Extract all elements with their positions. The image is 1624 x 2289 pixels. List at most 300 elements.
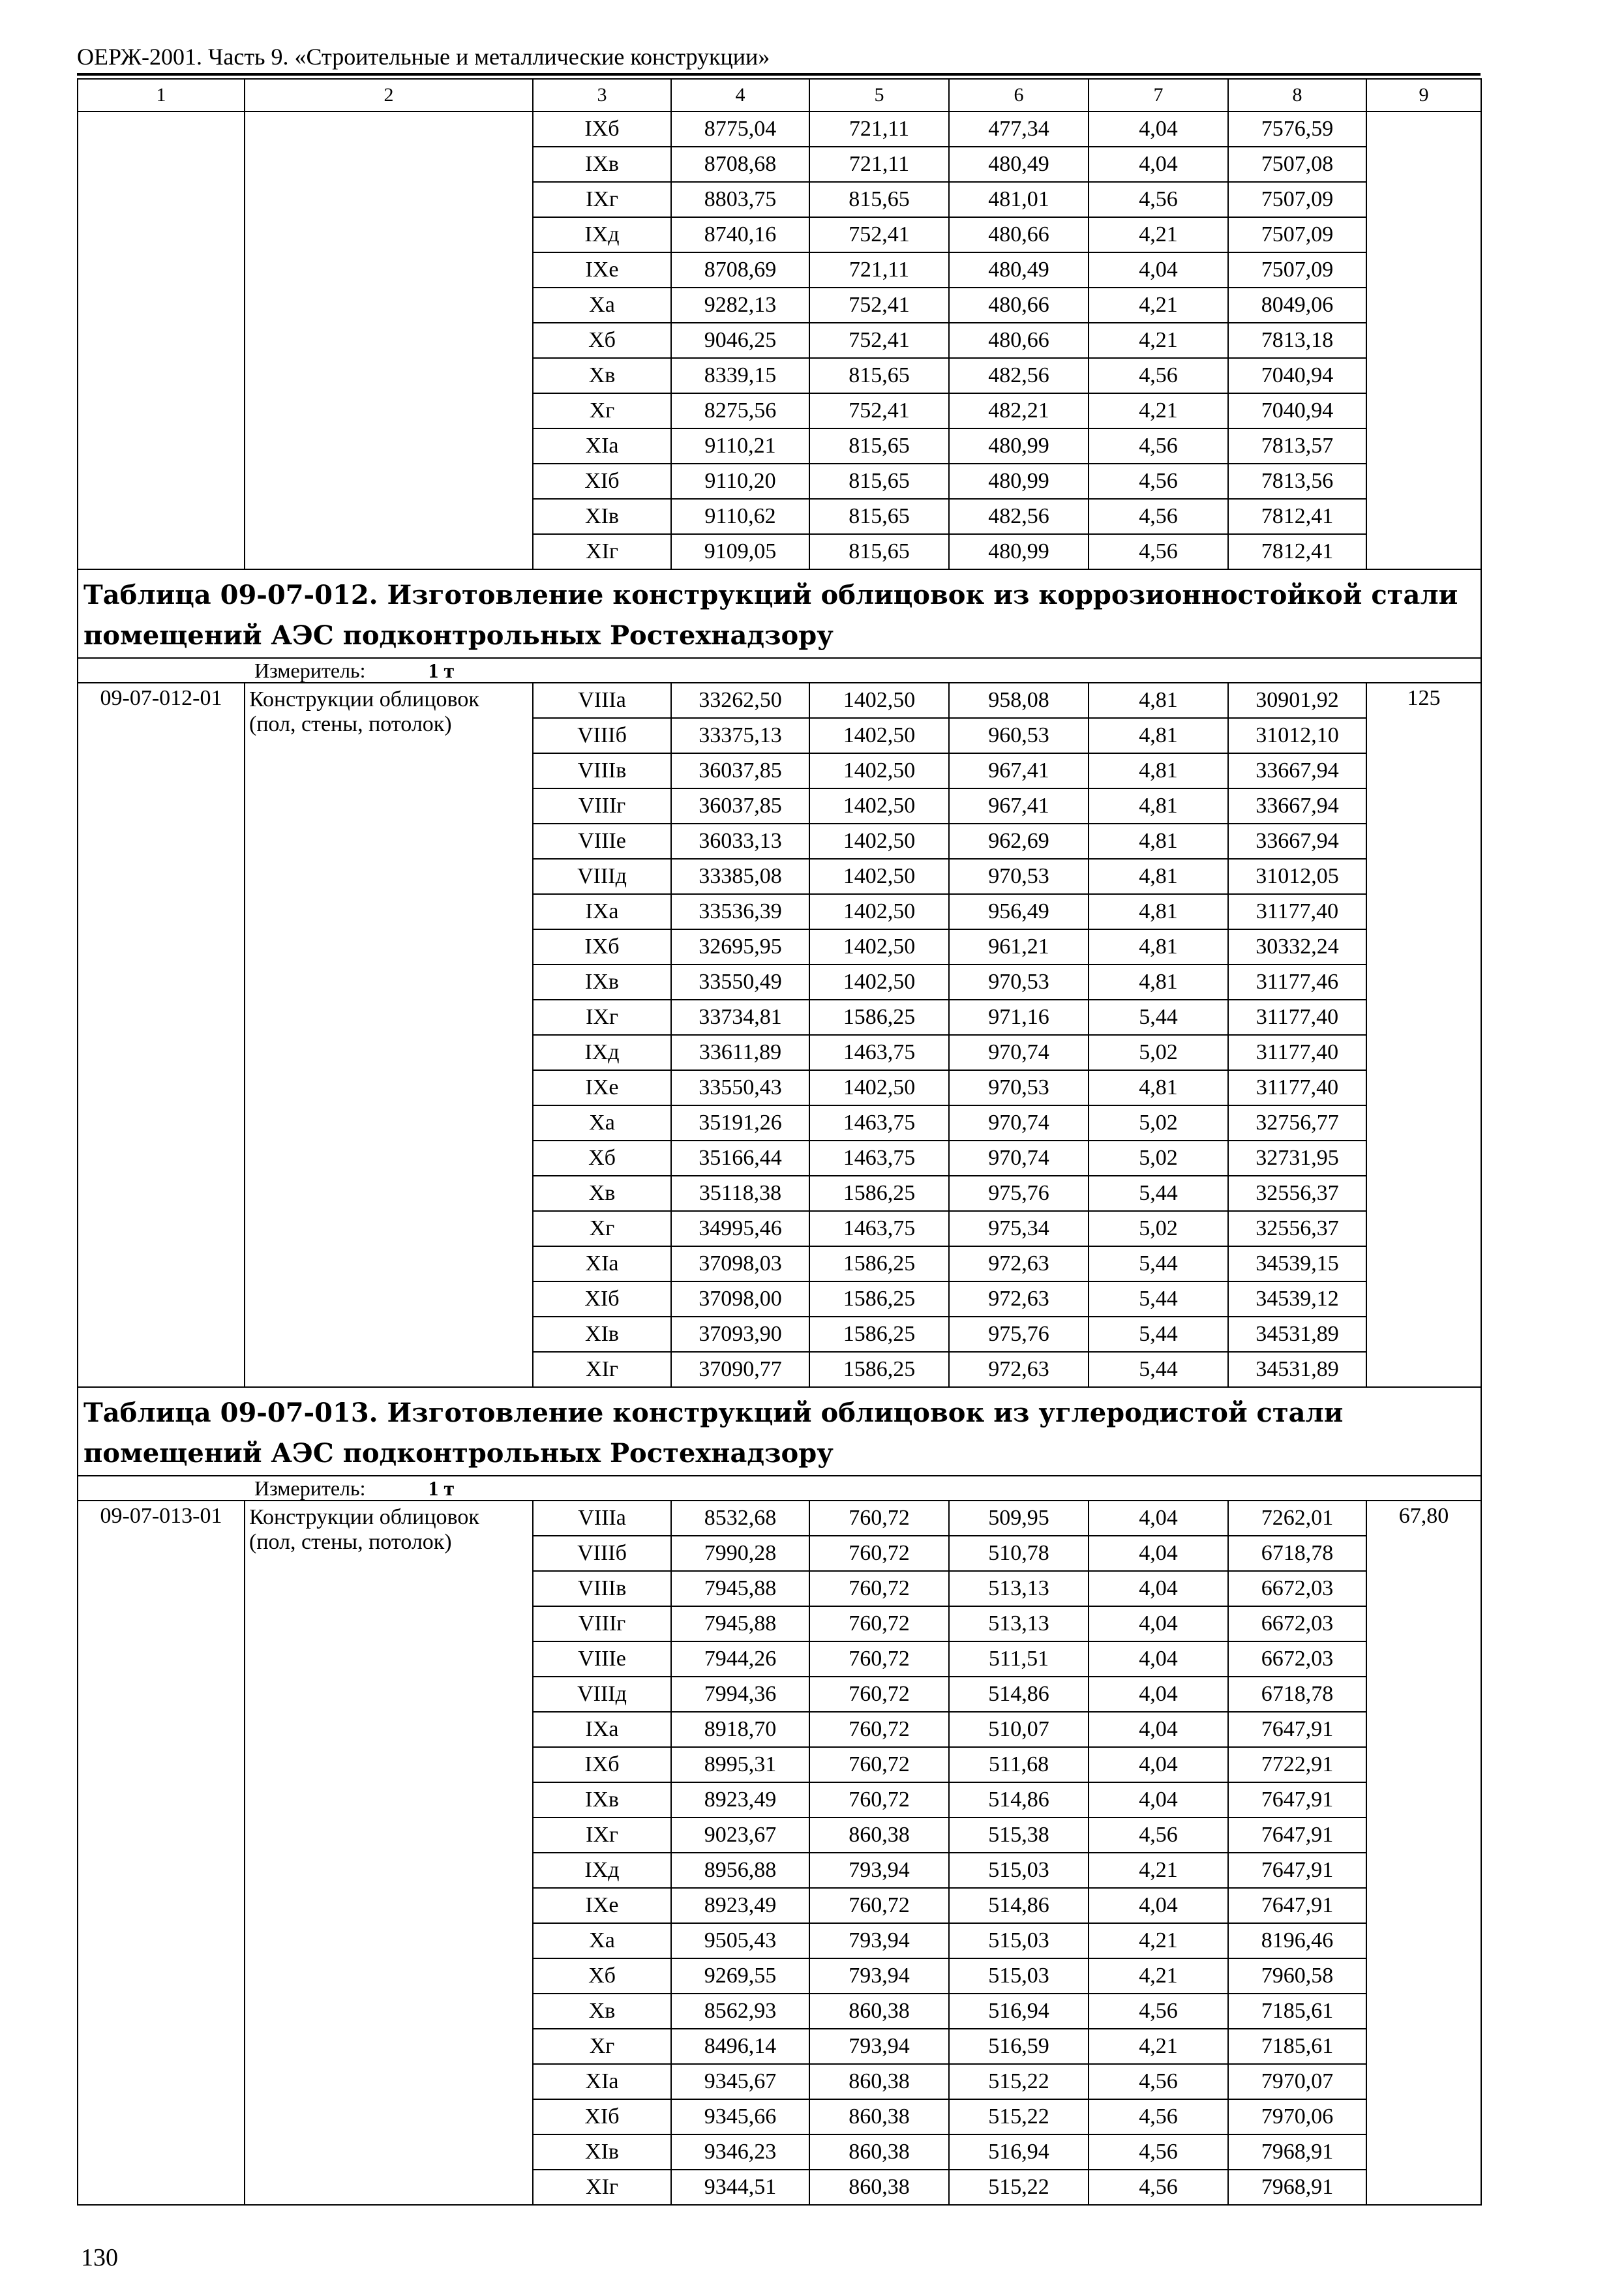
table-cell: 7507,08 [1228, 147, 1366, 182]
table-cell: 4,04 [1089, 1888, 1228, 1923]
table-cell: 35191,26 [671, 1105, 809, 1141]
table-cell: 32556,37 [1228, 1176, 1366, 1211]
table-cell: 514,86 [949, 1888, 1089, 1923]
measure-row [78, 1476, 1481, 1501]
table-cell: 8496,14 [671, 2029, 809, 2064]
table-cell: 510,07 [949, 1712, 1089, 1747]
table-cell: 33667,94 [1228, 788, 1366, 824]
column-header: 6 [949, 79, 1089, 112]
table-cell: 4,21 [1089, 217, 1228, 252]
table-cell: 31177,40 [1228, 894, 1366, 929]
table-cell: 7185,61 [1228, 2029, 1366, 2064]
table-cell: 7040,94 [1228, 393, 1366, 428]
table-cell: 1586,25 [809, 1246, 949, 1281]
column-header: 5 [809, 79, 949, 112]
table-cell: 7970,07 [1228, 2064, 1366, 2099]
table-cell: 1402,50 [809, 683, 949, 718]
table-cell: 1463,75 [809, 1105, 949, 1141]
table-cell: 7647,91 [1228, 1782, 1366, 1818]
table-cell: 7262,01 [1228, 1501, 1366, 1536]
table-cell: 860,38 [809, 2099, 949, 2134]
table-cell: 37098,00 [671, 1281, 809, 1317]
table-cell: 5,02 [1089, 1105, 1228, 1141]
table-cell: 6718,78 [1228, 1536, 1366, 1571]
table-cell: 1586,25 [809, 1352, 949, 1387]
table-cell: 35166,44 [671, 1141, 809, 1176]
empty-col9-cell [1366, 112, 1481, 569]
table-row [78, 683, 1481, 718]
table-cell: 970,74 [949, 1141, 1089, 1176]
table-cell: 1402,50 [809, 965, 949, 1000]
table-cell: Xа [533, 1923, 671, 1958]
table-cell: 970,74 [949, 1105, 1089, 1141]
rate-col9: 125 [1366, 683, 1481, 1387]
table-cell: IXе [533, 1070, 671, 1105]
table-cell: 4,04 [1089, 112, 1228, 147]
table-cell: 4,56 [1089, 358, 1228, 393]
measure-label: Измеритель: [254, 659, 366, 682]
table-cell: 4,81 [1089, 718, 1228, 753]
table-cell: 33667,94 [1228, 824, 1366, 859]
table-cell: 36037,85 [671, 788, 809, 824]
table-cell: 760,72 [809, 1501, 949, 1536]
table-cell: 760,72 [809, 1641, 949, 1677]
table-cell: 5,44 [1089, 1281, 1228, 1317]
table-cell: 4,81 [1089, 824, 1228, 859]
table-cell: 35118,38 [671, 1176, 809, 1211]
table-cell: 511,51 [949, 1641, 1089, 1677]
table-cell: 4,21 [1089, 323, 1228, 358]
table-cell: 4,81 [1089, 965, 1228, 1000]
table-cell: 480,99 [949, 428, 1089, 464]
table-cell: IXд [533, 217, 671, 252]
measure-value: 1 т [428, 1476, 455, 1500]
table-cell: 4,04 [1089, 1677, 1228, 1712]
table-cell: 7647,91 [1228, 1818, 1366, 1853]
table-cell: 31012,10 [1228, 718, 1366, 753]
table-cell: 482,21 [949, 393, 1089, 428]
column-header: 1 [78, 79, 245, 112]
table-cell: 8803,75 [671, 182, 809, 217]
table-cell: Xб [533, 323, 671, 358]
table-cell: IXб [533, 112, 671, 147]
table-cell: IXб [533, 1747, 671, 1782]
table-cell: 7945,88 [671, 1571, 809, 1606]
table-cell: 4,56 [1089, 428, 1228, 464]
table-cell: 8923,49 [671, 1888, 809, 1923]
table-cell: VIIIв [533, 753, 671, 788]
table-cell: 8956,88 [671, 1853, 809, 1888]
table-cell: 9345,67 [671, 2064, 809, 2099]
table-cell: 4,21 [1089, 1958, 1228, 1994]
table-cell: 1402,50 [809, 753, 949, 788]
table-cell: VIIIб [533, 718, 671, 753]
table-row [78, 112, 1481, 147]
table-cell: 752,41 [809, 217, 949, 252]
table-cell: 4,21 [1089, 2029, 1228, 2064]
table-cell: 4,81 [1089, 929, 1228, 965]
table-cell: 860,38 [809, 1818, 949, 1853]
table-cell: 8995,31 [671, 1747, 809, 1782]
table-cell: 8049,06 [1228, 288, 1366, 323]
table-cell: 1402,50 [809, 788, 949, 824]
table-cell: 7970,06 [1228, 2099, 1366, 2134]
table-cell: 36037,85 [671, 753, 809, 788]
table-cell: XIг [533, 2170, 671, 2205]
table-cell: VIIIд [533, 1677, 671, 1712]
table-cell: 481,01 [949, 182, 1089, 217]
empty-code-cell [78, 112, 245, 569]
table-cell: 515,03 [949, 1853, 1089, 1888]
table-cell: XIг [533, 534, 671, 569]
table-cell: 4,04 [1089, 1641, 1228, 1677]
table-cell: Xа [533, 1105, 671, 1141]
table-cell: 515,22 [949, 2064, 1089, 2099]
table-cell: 4,56 [1089, 464, 1228, 499]
table-cell: 958,08 [949, 683, 1089, 718]
table-cell: 34539,15 [1228, 1246, 1366, 1281]
rate-col9: 67,80 [1366, 1501, 1481, 2205]
table-cell: 860,38 [809, 2064, 949, 2099]
table-cell: 1463,75 [809, 1141, 949, 1176]
table-cell: 516,94 [949, 1994, 1089, 2029]
table-cell: 5,02 [1089, 1211, 1228, 1246]
table-cell: 37093,90 [671, 1317, 809, 1352]
table-cell: IXб [533, 929, 671, 965]
table-cell: 6672,03 [1228, 1606, 1366, 1641]
table-cell: VIIIг [533, 788, 671, 824]
table-body [78, 79, 1481, 2205]
table-cell: 975,76 [949, 1176, 1089, 1211]
table-cell: 514,86 [949, 1677, 1089, 1712]
table-cell: 5,44 [1089, 1000, 1228, 1035]
table-cell: IXе [533, 252, 671, 288]
table-cell: 7813,18 [1228, 323, 1366, 358]
table-title-row [78, 1387, 1481, 1476]
table-cell: 9345,66 [671, 2099, 809, 2134]
table-cell: 480,99 [949, 534, 1089, 569]
table-cell: 956,49 [949, 894, 1089, 929]
table-cell: IXв [533, 1782, 671, 1818]
table-cell: 9046,25 [671, 323, 809, 358]
table-cell: 4,56 [1089, 499, 1228, 534]
table-cell: 4,81 [1089, 788, 1228, 824]
table-cell: 860,38 [809, 2134, 949, 2170]
table-cell: Xа [533, 288, 671, 323]
table-cell: 760,72 [809, 1747, 949, 1782]
table-cell: 793,94 [809, 2029, 949, 2064]
table-cell: 1402,50 [809, 824, 949, 859]
table-cell: 6718,78 [1228, 1677, 1366, 1712]
table-cell: 480,66 [949, 288, 1089, 323]
table-cell: 793,94 [809, 1923, 949, 1958]
table-cell: 31177,46 [1228, 965, 1366, 1000]
table-cell: 9023,67 [671, 1818, 809, 1853]
table-cell: 480,99 [949, 464, 1089, 499]
table-cell: 31012,05 [1228, 859, 1366, 894]
table-cell: 482,56 [949, 358, 1089, 393]
column-header: 3 [533, 79, 671, 112]
table-cell: 7994,36 [671, 1677, 809, 1712]
table-title-row [78, 569, 1481, 658]
table-cell: 37090,77 [671, 1352, 809, 1387]
measure-row [78, 658, 1481, 683]
table-cell: IXв [533, 965, 671, 1000]
table-cell: 514,86 [949, 1782, 1089, 1818]
table-cell: 6672,03 [1228, 1571, 1366, 1606]
table-cell: 4,56 [1089, 2170, 1228, 2205]
table-cell: 4,04 [1089, 1501, 1228, 1536]
table-cell: 815,65 [809, 464, 949, 499]
table-cell: 7722,91 [1228, 1747, 1366, 1782]
table-cell: 34539,12 [1228, 1281, 1366, 1317]
table-cell: 5,44 [1089, 1352, 1228, 1387]
table-cell: XIв [533, 2134, 671, 2170]
table-cell: Xг [533, 1211, 671, 1246]
column-header: 7 [1089, 79, 1228, 112]
table-cell: 515,38 [949, 1818, 1089, 1853]
table-cell: 760,72 [809, 1888, 949, 1923]
table-cell: 5,02 [1089, 1141, 1228, 1176]
table-cell: 33385,08 [671, 859, 809, 894]
table-cell: 37098,03 [671, 1246, 809, 1281]
table-cell: 860,38 [809, 1994, 949, 2029]
table-cell: 1402,50 [809, 859, 949, 894]
measure-cell [78, 658, 1481, 683]
table-cell: 33536,39 [671, 894, 809, 929]
table-cell: 9269,55 [671, 1958, 809, 1994]
table-cell: XIа [533, 428, 671, 464]
measure-cell [78, 1476, 1481, 1501]
table-cell: 36033,13 [671, 824, 809, 859]
table-cell: IXд [533, 1853, 671, 1888]
table-cell: 721,11 [809, 252, 949, 288]
table-cell: 971,16 [949, 1000, 1089, 1035]
table-cell: 5,44 [1089, 1246, 1228, 1281]
table-cell: 8196,46 [1228, 1923, 1366, 1958]
table-cell: 480,66 [949, 323, 1089, 358]
table-cell: 32695,95 [671, 929, 809, 965]
rate-name: Конструкции облицовок (пол, стены, потолок) [245, 683, 533, 1387]
measure-value: 1 т [428, 659, 455, 682]
table-cell: 760,72 [809, 1712, 949, 1747]
table-cell: 4,56 [1089, 2064, 1228, 2099]
table-cell: IXг [533, 1818, 671, 1853]
table-cell: 4,81 [1089, 683, 1228, 718]
table-cell: 752,41 [809, 288, 949, 323]
table-cell: 5,02 [1089, 1035, 1228, 1070]
table-cell: 33550,49 [671, 965, 809, 1000]
table-cell: 4,56 [1089, 182, 1228, 217]
table-cell: 33667,94 [1228, 753, 1366, 788]
table-cell: 721,11 [809, 147, 949, 182]
table-cell: 513,13 [949, 1571, 1089, 1606]
table-cell: 32556,37 [1228, 1211, 1366, 1246]
table-cell: 970,53 [949, 1070, 1089, 1105]
table-cell: 7647,91 [1228, 1888, 1366, 1923]
table-cell: 9110,62 [671, 499, 809, 534]
table-cell: 34995,46 [671, 1211, 809, 1246]
table-cell: 480,49 [949, 147, 1089, 182]
table-cell: 9110,21 [671, 428, 809, 464]
table-cell: 1586,25 [809, 1000, 949, 1035]
table-cell: IXг [533, 1000, 671, 1035]
table-cell: XIб [533, 2099, 671, 2134]
table-cell: VIIIа [533, 683, 671, 718]
table-cell: 9110,20 [671, 464, 809, 499]
column-header-row [78, 79, 1481, 112]
table-cell: 510,78 [949, 1536, 1089, 1571]
table-cell: 4,04 [1089, 1571, 1228, 1606]
table-cell: 8918,70 [671, 1712, 809, 1747]
table-cell: Xг [533, 2029, 671, 2064]
table-cell: 7647,91 [1228, 1712, 1366, 1747]
table-cell: VIIIе [533, 1641, 671, 1677]
table-cell: 509,95 [949, 1501, 1089, 1536]
table-cell: 4,21 [1089, 1923, 1228, 1958]
table-cell: 4,81 [1089, 859, 1228, 894]
table-cell: 7507,09 [1228, 217, 1366, 252]
table-cell: 480,49 [949, 252, 1089, 288]
table-cell: XIб [533, 1281, 671, 1317]
table-cell: 760,72 [809, 1782, 949, 1818]
page-number: 130 [81, 2244, 118, 2271]
table-cell: IXа [533, 1712, 671, 1747]
table-cell: 8275,56 [671, 393, 809, 428]
table-cell: 4,56 [1089, 2134, 1228, 2170]
table-cell: 7945,88 [671, 1606, 809, 1641]
table-cell: 815,65 [809, 358, 949, 393]
empty-name-cell [245, 112, 533, 569]
table-cell: IXе [533, 1888, 671, 1923]
table-cell: 4,81 [1089, 894, 1228, 929]
column-header: 9 [1366, 79, 1481, 112]
table-cell: 752,41 [809, 393, 949, 428]
table-row [78, 1501, 1481, 1536]
table-cell: 8775,04 [671, 112, 809, 147]
table-cell: 970,74 [949, 1035, 1089, 1070]
table-cell: 815,65 [809, 534, 949, 569]
table-cell: 1402,50 [809, 929, 949, 965]
table-cell: 4,04 [1089, 1606, 1228, 1641]
table-cell: 7813,57 [1228, 428, 1366, 464]
table-cell: 760,72 [809, 1606, 949, 1641]
table-cell: 9346,23 [671, 2134, 809, 2170]
table-cell: 7812,41 [1228, 534, 1366, 569]
table-cell: 7185,61 [1228, 1994, 1366, 2029]
table-cell: 7813,56 [1228, 464, 1366, 499]
table-cell: 7990,28 [671, 1536, 809, 1571]
column-header: 8 [1228, 79, 1366, 112]
table-cell: 7968,91 [1228, 2134, 1366, 2170]
table-cell: 31177,40 [1228, 1070, 1366, 1105]
table-cell: 972,63 [949, 1352, 1089, 1387]
table-cell: 7040,94 [1228, 358, 1366, 393]
table-cell: 4,04 [1089, 147, 1228, 182]
table-cell: 7576,59 [1228, 112, 1366, 147]
price-table [77, 78, 1482, 2206]
table-cell: IXа [533, 894, 671, 929]
table-cell: 515,22 [949, 2099, 1089, 2134]
table-cell: 9109,05 [671, 534, 809, 569]
table-cell: 33550,43 [671, 1070, 809, 1105]
table-cell: 7960,58 [1228, 1958, 1366, 1994]
table-cell: 516,59 [949, 2029, 1089, 2064]
table-cell: 975,76 [949, 1317, 1089, 1352]
table-cell: 970,53 [949, 965, 1089, 1000]
table-cell: XIа [533, 1246, 671, 1281]
table-cell: 30901,92 [1228, 683, 1366, 718]
table-cell: 1402,50 [809, 1070, 949, 1105]
table-cell: Xб [533, 1958, 671, 1994]
table-cell: 975,34 [949, 1211, 1089, 1246]
table-cell: 4,04 [1089, 1712, 1228, 1747]
table-cell: IXд [533, 1035, 671, 1070]
table-cell: XIг [533, 1352, 671, 1387]
table-cell: 4,56 [1089, 2099, 1228, 2134]
table-cell: 7812,41 [1228, 499, 1366, 534]
table-cell: 8339,15 [671, 358, 809, 393]
table-cell: 9505,43 [671, 1923, 809, 1958]
table-cell: 477,34 [949, 112, 1089, 147]
table-cell: 6672,03 [1228, 1641, 1366, 1677]
table-cell: XIа [533, 2064, 671, 2099]
table-title: Таблица 09-07-012. Изготовление конструкций облицовок из коррозионностойкой стали помещений АЭС подконтрольных Ростехнадзору [78, 569, 1481, 658]
measure-label: Измеритель: [254, 1476, 366, 1500]
table-cell: 4,81 [1089, 753, 1228, 788]
table-cell: IXв [533, 147, 671, 182]
table-cell: 8740,16 [671, 217, 809, 252]
table-cell: XIв [533, 1317, 671, 1352]
table-cell: 8708,68 [671, 147, 809, 182]
table-cell: XIб [533, 464, 671, 499]
table-cell: 1463,75 [809, 1211, 949, 1246]
table-cell: 34531,89 [1228, 1317, 1366, 1352]
table-cell: IXг [533, 182, 671, 217]
rate-code: 09-07-013-01 [78, 1501, 245, 2205]
table-cell: 33262,50 [671, 683, 809, 718]
table-cell: 4,21 [1089, 1853, 1228, 1888]
table-cell: 760,72 [809, 1571, 949, 1606]
table-cell: 5,44 [1089, 1317, 1228, 1352]
table-cell: 4,56 [1089, 1994, 1228, 2029]
table-cell: 1586,25 [809, 1281, 949, 1317]
table-cell: 33611,89 [671, 1035, 809, 1070]
table-cell: 515,03 [949, 1923, 1089, 1958]
table-cell: 9344,51 [671, 2170, 809, 2205]
table-cell: 7647,91 [1228, 1853, 1366, 1888]
table-cell: VIIIе [533, 824, 671, 859]
table-cell: 972,63 [949, 1246, 1089, 1281]
rate-code: 09-07-012-01 [78, 683, 245, 1387]
table-cell: 33734,81 [671, 1000, 809, 1035]
table-cell: 1463,75 [809, 1035, 949, 1070]
table-cell: 513,13 [949, 1606, 1089, 1641]
table-cell: VIIIд [533, 859, 671, 894]
table-cell: 793,94 [809, 1958, 949, 1994]
table-cell: Xб [533, 1141, 671, 1176]
table-cell: 972,63 [949, 1281, 1089, 1317]
column-header: 4 [671, 79, 809, 112]
rate-name: Конструкции облицовок (пол, стены, потолок) [245, 1501, 533, 2205]
table-cell: 34531,89 [1228, 1352, 1366, 1387]
table-cell: 760,72 [809, 1677, 949, 1712]
table-cell: 482,56 [949, 499, 1089, 534]
table-cell: Xг [533, 393, 671, 428]
table-cell: 30332,24 [1228, 929, 1366, 965]
table-cell: 511,68 [949, 1747, 1089, 1782]
table-cell: 815,65 [809, 182, 949, 217]
